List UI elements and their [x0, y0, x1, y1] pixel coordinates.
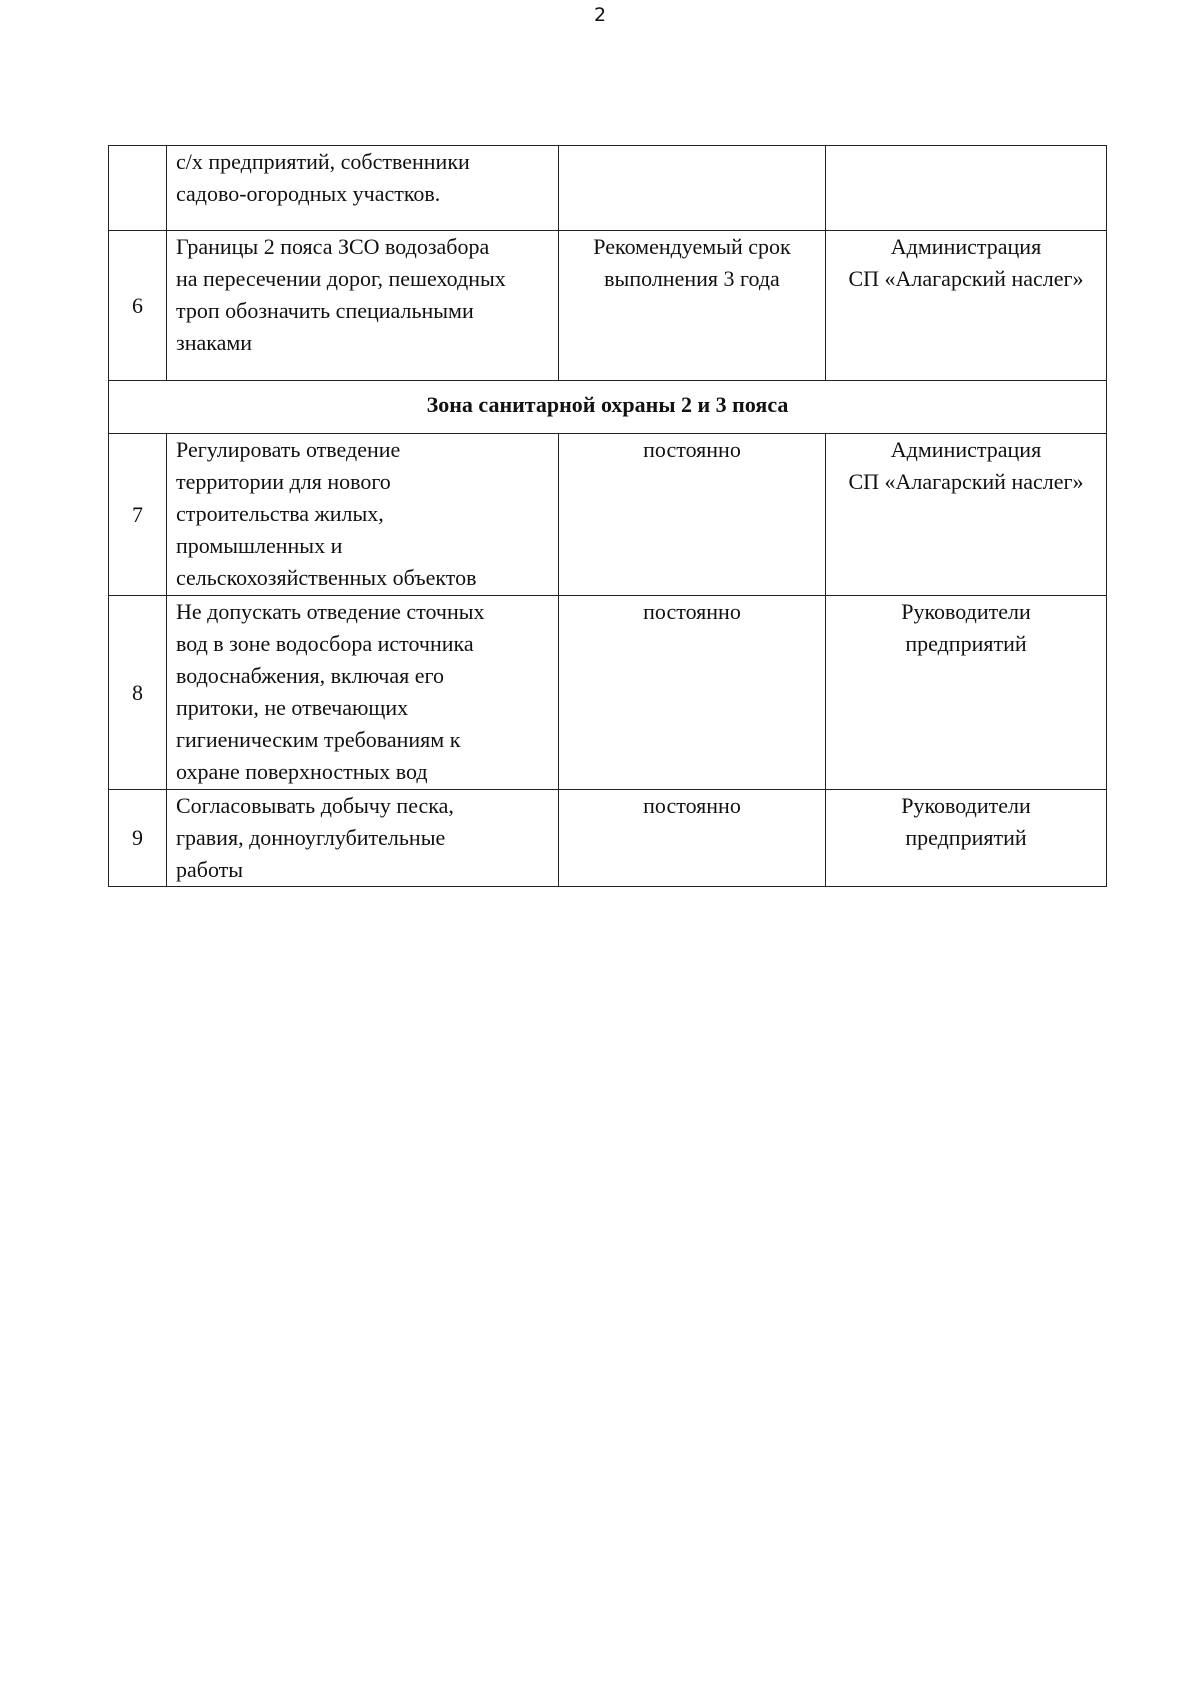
section-title: Зона санитарной охраны 2 и 3 пояса	[109, 381, 1107, 434]
table-row	[109, 231, 1107, 381]
responsible-cell	[826, 146, 1107, 231]
row-number-cell: 9	[109, 790, 167, 887]
measure-text: с/х предприятий, собственники садово-огородных участков.	[176, 149, 470, 206]
row-number-cell: 7	[109, 434, 167, 596]
measure-cell	[167, 434, 559, 596]
responsible-text: Руководители предприятий	[901, 599, 1031, 656]
page-number: 2	[593, 4, 607, 26]
term-cell	[559, 434, 826, 596]
measure-cell	[167, 790, 559, 887]
term-cell	[559, 146, 826, 231]
responsible-cell	[826, 231, 1107, 381]
measure-text: Границы 2 пояса ЗСО водозабора на пересечении дорог, пешеходных троп обозначить специальными знаками	[176, 234, 506, 355]
term-text: постоянно	[643, 793, 741, 818]
measures-table	[108, 145, 1107, 887]
measure-text: Согласовывать добычу песка, гравия, донноуглубительные работы	[176, 793, 454, 882]
term-text: постоянно	[643, 599, 741, 624]
term-cell	[559, 596, 826, 790]
row-number-cell: 6	[109, 231, 167, 381]
responsible-text: Администрация СП «Алагарский наслег»	[848, 234, 1084, 291]
responsible-cell	[826, 434, 1107, 596]
responsible-cell	[826, 596, 1107, 790]
row-number-cell: 8	[109, 596, 167, 790]
term-cell	[559, 231, 826, 381]
measure-cell	[167, 596, 559, 790]
measure-text: Не допускать отведение сточных вод в зоне водосбора источника водоснабжения, включая его притоки, не отвечающих гигиеническим требованиям к охране поверхностных вод	[176, 599, 485, 784]
measure-cell	[167, 231, 559, 381]
term-cell	[559, 790, 826, 887]
table-row	[109, 596, 1107, 790]
measure-text: Регулировать отведение территории для нового строительства жилых, промышленных и сельскохозяйственных объектов	[176, 437, 477, 590]
term-text: постоянно	[643, 437, 741, 462]
row-number-cell	[109, 146, 167, 231]
responsible-cell	[826, 790, 1107, 887]
measure-cell	[167, 146, 559, 231]
table-row	[109, 790, 1107, 887]
responsible-text: Руководители предприятий	[901, 793, 1031, 850]
term-text: Рекомендуемый срок выполнения 3 года	[593, 234, 791, 291]
responsible-text: Администрация СП «Алагарский наслег»	[848, 437, 1084, 494]
table-row	[109, 146, 1107, 231]
table-row	[109, 434, 1107, 596]
section-row	[109, 381, 1107, 434]
